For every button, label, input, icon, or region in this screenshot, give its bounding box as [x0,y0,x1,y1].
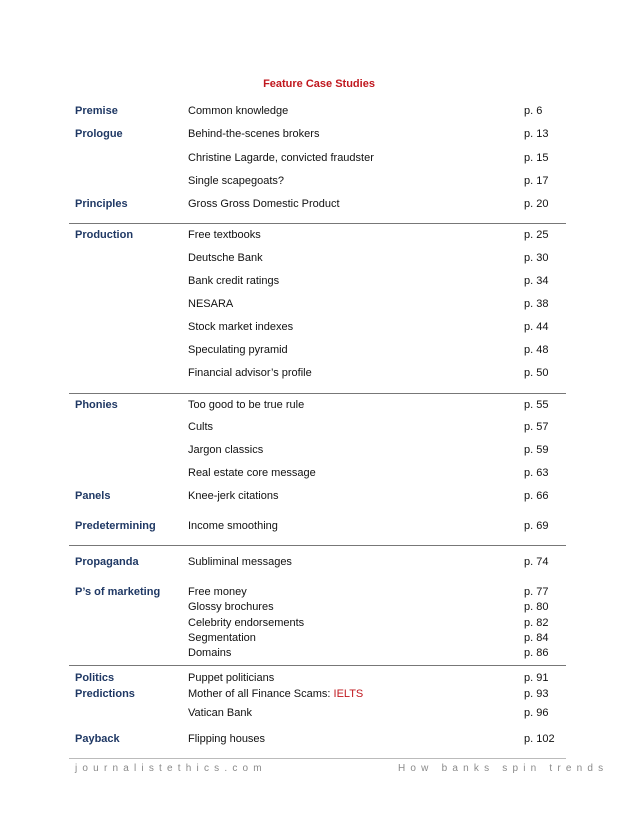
toc-topic: Common knowledge [188,105,289,117]
toc-page-number: p. 38 [524,298,549,310]
toc-topic: Stock market indexes [188,321,294,333]
toc-topic: Segmentation [188,632,256,644]
toc-page-number: p. 17 [524,175,549,187]
toc-topic: Glossy brochures [188,601,274,613]
toc-topic: Puppet politicians [188,672,275,684]
footer-tagline: How banks spin trends [398,763,609,774]
section-divider [69,545,566,546]
toc-page-number: p. 15 [524,152,549,164]
toc-topic: Knee-jerk citations [188,490,279,502]
toc-page-number: p. 91 [524,672,549,684]
toc-page-number: p. 96 [524,707,549,719]
toc-category: Politics [75,672,115,684]
toc-page-number: p. 82 [524,617,549,629]
toc-topic: Real estate core message [188,467,316,479]
toc-category: Phonies [75,399,118,411]
toc-topic: Too good to be true rule [188,399,305,411]
toc-category: Predetermining [75,520,156,532]
toc-topic-text: Mother of all Finance Scams: [188,688,334,700]
toc-topic: Behind-the-scenes brokers [188,128,320,140]
toc-page-number: p. 69 [524,520,549,532]
toc-topic: Christine Lagarde, convicted fraudster [188,152,374,164]
toc-category: Premise [75,105,118,117]
toc-page-number: p. 102 [524,733,555,745]
toc-category: Payback [75,733,120,745]
toc-page-number: p. 55 [524,399,549,411]
section-divider [69,393,566,394]
toc-topic: Income smoothing [188,520,278,532]
toc-page-number: p. 13 [524,128,549,140]
toc-page-number: p. 48 [524,344,549,356]
toc-topic: Free textbooks [188,229,261,241]
toc-topic: Flipping houses [188,733,266,745]
toc-topic: Celebrity endorsements [188,617,305,629]
toc-category: Principles [75,198,128,210]
toc-category: Propaganda [75,556,139,568]
toc-category: Prologue [75,128,123,140]
toc-topic: Vatican Bank [188,707,253,719]
toc-topic: Gross Gross Domestic Product [188,198,340,210]
toc-page-number: p. 44 [524,321,549,333]
toc-category: Predictions [75,688,135,700]
section-divider [69,665,566,666]
toc-page-number: p. 30 [524,252,549,264]
toc-page-number: p. 63 [524,467,549,479]
toc-page-number: p. 25 [524,229,549,241]
toc-page-number: p. 66 [524,490,549,502]
footer-website: journalistethics.com [75,763,267,774]
footer-divider [69,758,566,759]
toc-topic: Cults [188,421,214,433]
toc-topic [188,688,363,701]
toc-topic: Jargon classics [188,444,264,456]
toc-page-number: p. 6 [524,105,543,117]
toc-topic: Free money [188,586,247,598]
section-divider [69,223,566,224]
toc-category: Panels [75,490,111,502]
page-title: Feature Case Studies [263,78,375,90]
toc-page-number: p. 34 [524,275,549,287]
toc-topic: NESARA [188,298,234,310]
toc-page-number: p. 84 [524,632,549,644]
toc-page-number: p. 59 [524,444,549,456]
toc-page-number: p. 74 [524,556,549,568]
toc-topic-highlight: IELTS [333,688,364,700]
toc-topic: Domains [188,647,232,659]
toc-page-number: p. 77 [524,586,549,598]
toc-category: Production [75,229,134,241]
toc-page-number: p. 50 [524,367,549,379]
toc-topic: Speculating pyramid [188,344,288,356]
toc-page-number: p. 93 [524,688,549,700]
toc-topic: Subliminal messages [188,556,292,568]
toc-topic: Single scapegoats? [188,175,285,187]
toc-category: P’s of marketing [75,586,161,598]
toc-page-number: p. 57 [524,421,549,433]
toc-page-number: p. 80 [524,601,549,613]
toc-topic: Financial advisor’s profile [188,367,312,379]
toc-page-number: p. 20 [524,198,549,210]
toc-topic: Deutsche Bank [188,252,263,264]
toc-page-number: p. 86 [524,647,549,659]
toc-topic: Bank credit ratings [188,275,280,287]
